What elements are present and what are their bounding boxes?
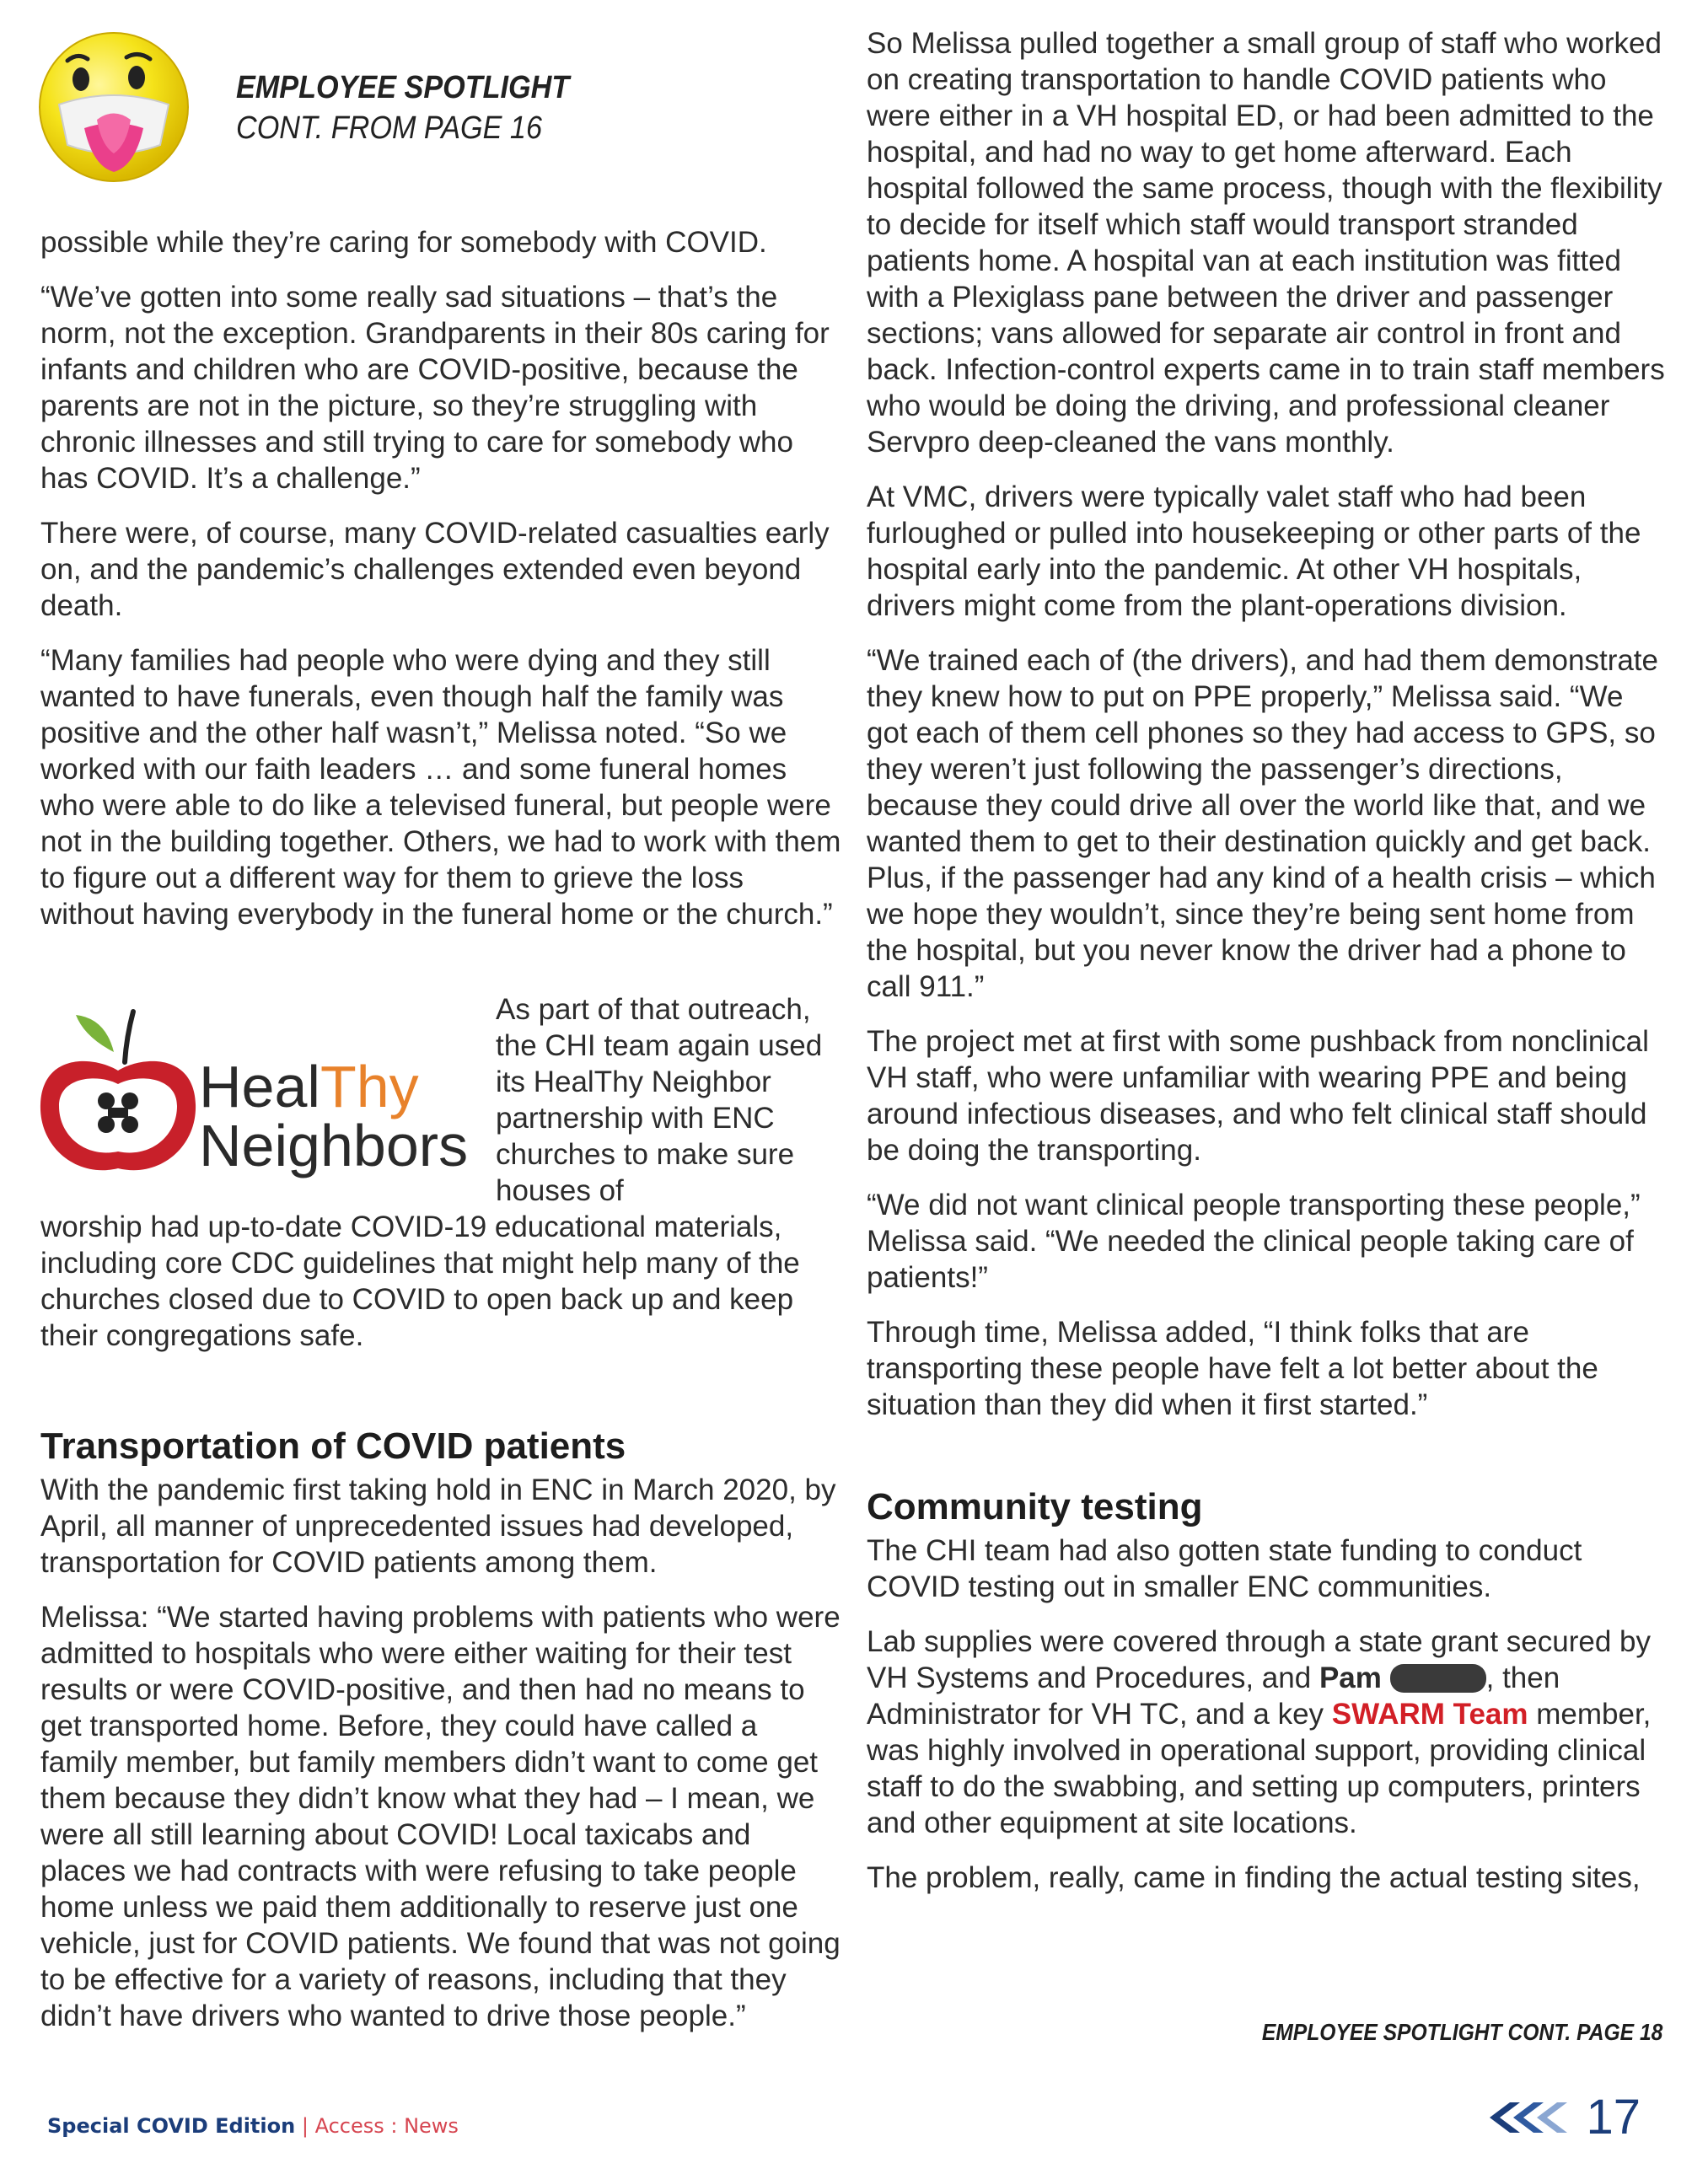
paragraph: The CHI team had also gotten state funding to conduct COVID testing out in smaller ENC communities.	[867, 1534, 1582, 1603]
paragraph: “We’ve gotten into some really sad situations – that’s the norm, not the exception. Grandparents in their 80s caring for infants and children who are COVID-positive, because the parents are not in the picture, so they’re struggling with chronic illnesses and still trying to care for somebody who has COVID. It’s a challenge.”	[40, 281, 830, 495]
paragraph: possible while they’re caring for somebody with COVID.	[40, 226, 767, 259]
continuation-note: EMPLOYEE SPOTLIGHT CONT. PAGE 18	[1261, 2019, 1662, 2045]
heading-community-testing: Community testing	[867, 1486, 1203, 1527]
page-number: 17	[1586, 2090, 1641, 2145]
healthy-neighbors-logo	[34, 1003, 472, 1189]
paragraph: There were, of course, many COVID-related casualties early on, and the pandemic’s challenges extended even beyond death.	[40, 517, 830, 622]
heading-transportation: Transportation of COVID patients	[40, 1425, 626, 1467]
footer-publication: Access : News	[314, 2114, 459, 2138]
paragraph	[867, 1624, 1668, 1841]
logo-word-neighbors: Neighbors	[199, 1113, 469, 1178]
header-title: EMPLOYEE SPOTLIGHT	[236, 70, 570, 105]
paragraph: At VMC, drivers were typically valet staff who had been furloughed or pulled into housekeeping or other parts of the hospital early into the pandemic. At other VH hospitals, drivers might come from the plant-operations division.	[867, 480, 1641, 622]
redacted-name	[1390, 1664, 1486, 1693]
logo-word-thy: Thy	[320, 1054, 419, 1119]
left-column-bottom	[40, 1209, 841, 2053]
right-column	[867, 25, 1668, 1914]
footer-edition: Special COVID Edition	[47, 2114, 296, 2138]
swarm-team-highlight: SWARM Team	[1331, 1698, 1528, 1731]
paragraph: The problem, really, came in finding the actual testing sites,	[867, 1861, 1641, 1894]
logo-word-heal: Heal	[199, 1054, 320, 1119]
masked-face-emoji-icon	[34, 27, 194, 187]
chevron-left-icon	[1485, 2101, 1577, 2134]
text-segment: Lab supplies were covered through a state grant secured by VH Systems and Procedures, and	[867, 1625, 1652, 1694]
paragraph: With the pandemic first taking hold in ENC in March 2020, by April, all manner of unprecedented issues had developed, transportation for COVID patients among them.	[40, 1474, 836, 1579]
header-subtitle: CONT. FROM PAGE 16	[236, 110, 542, 146]
text-segment: , then Administrator for VH TC, and a key	[867, 1661, 1560, 1731]
apple-logo-icon	[34, 1003, 202, 1189]
paragraph: So Melissa pulled together a small group of staff who worked on creating transportation to handle COVID patients who were either in a VH hospital ED, or had been admitted to the hospital, and had no way to get home afterward. Each hospital followed the same process, though with the flexibility to decide for itself which staff would transport stranded patients home. A hospital van at each institution was fitted with a Plexiglass pane between the driver and passenger sections; vans allowed for separate air control in front and back. Infection-control experts came in to train staff members who would be doing the driving, and professional cleaner Servpro deep-cleaned the vans monthly.	[867, 27, 1665, 459]
paragraph: The project met at first with some pushback from nonclinical VH staff, who were unfamiliar with wearing PPE and being around infectious diseases, and who felt clinical staff should be doing the transporting.	[867, 1025, 1649, 1167]
footer-separator: |	[301, 2114, 309, 2138]
logo-wordmark	[199, 1054, 469, 1178]
paragraph: “We did not want clinical people transporting these people,” Melissa said. “We needed the clinical people taking care of patients!”	[867, 1189, 1641, 1294]
paragraph: Melissa: “We started having problems with patients who were admitted to hospitals who were either waiting for their test results or were COVID-positive, and then had no means to get transported home. Before, they could have called a family member, but family members didn’t want to come get them because they didn’t know what they had – I mean, we were all still learning about COVID! Local taxicabs and places we had contracts with were refusing to take people home unless we paid them additionally to reserve just one vehicle, just for COVID patients. We found that was not going to be effective for a variety of reasons, including that they didn’t have drivers who wanted to drive those people.”	[40, 1601, 841, 2032]
paragraph: “We trained each of (the drivers), and had them demonstrate they knew how to put on PPE properly,” Melissa said. “We got each of them cell phones so they had access to GPS, so they weren’t just following the passenger’s directions, because they could drive all over the world like that, and we wanted them to get to their destination quickly and get back. Plus, if the passenger had any kind of a health crisis – which we hope they wouldn’t, since they’re being sent home from the hospital, but you never know the driver had a phone to call 911.”	[867, 644, 1659, 1003]
section-header	[236, 67, 569, 148]
text-segment: member, was highly involved in operational support, providing clinical staff to do the swabbing, and setting up computers, printers and other equipment at site locations.	[867, 1698, 1652, 1839]
footer	[47, 2114, 459, 2138]
person-name: Pam	[1319, 1661, 1382, 1694]
paragraph: “Many families had people who were dying and they still wanted to have funerals, even though half the family was positive and the other half wasn’t,” Melissa noted. “So we worked with our faith leaders … and some funeral homes who were able to do like a televised funeral, but people were not in the building together. Others, we had to work with them to figure out a different way for them to grieve the loss without having everybody in the funeral home or the church.”	[40, 644, 841, 931]
paragraph: Through time, Melissa added, “I think folks that are transporting these people have felt a lot better about the situation than they did when it first started.”	[867, 1316, 1598, 1421]
left-column-top	[40, 224, 841, 951]
paragraph-beside-logo: As part of that outreach, the CHI team again used its HealThy Neighbor partnership with ENC churches to make sure houses of	[496, 993, 823, 1207]
paragraph: worship had up-to-date COVID-19 educational materials, including core CDC guidelines that might help many of the churches closed due to COVID to open back up and keep their congregations safe.	[40, 1211, 800, 1352]
